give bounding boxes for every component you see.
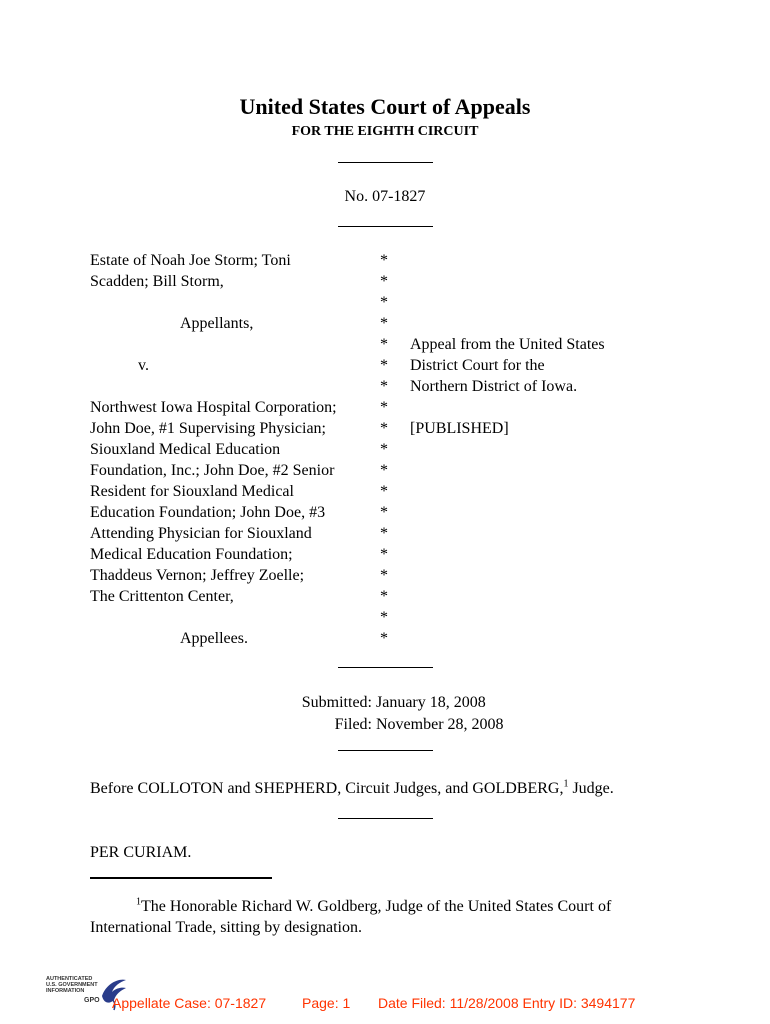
appellees-label: Appellees. [180, 630, 248, 647]
appeal-line: Appeal from the United States [410, 336, 605, 353]
caption-line: Attending Physician for Siouxland [90, 525, 312, 542]
star: * [380, 336, 388, 353]
separator-rule [338, 667, 433, 668]
footnote-line: $^1$The Honorable Richard W. Goldberg, Judge of the United States Court of [136, 896, 612, 915]
published-label: [PUBLISHED] [410, 420, 509, 437]
footnote-marker: 1 [136, 896, 141, 908]
star: * [380, 630, 388, 647]
panel-text-end: Judge. [568, 780, 614, 797]
footnote [90, 896, 690, 938]
separator-rule [338, 818, 433, 819]
filed-date: November 28, 2008 [376, 716, 504, 733]
caption-line [90, 376, 370, 397]
star: * [380, 483, 388, 500]
filed-line [220, 714, 620, 736]
case-number: No. 07-1827 [344, 188, 426, 205]
caption-line [90, 292, 370, 313]
separator-rule [338, 162, 433, 163]
appellants-label: Appellants, [180, 315, 254, 332]
star: * [380, 399, 388, 416]
footnote-rule [90, 877, 272, 879]
star: * [380, 357, 388, 374]
star: * [380, 504, 388, 521]
panel-line [90, 778, 710, 799]
caption-line: Thaddeus Vernon; Jeffrey Zoelle; [90, 567, 305, 584]
star: * [380, 378, 388, 395]
caption-line: Education Foundation; John Doe, #3 [90, 504, 326, 521]
star: * [380, 441, 388, 458]
gpo-mark: GPO [84, 997, 100, 1004]
footnote-ref: 1 [563, 778, 569, 790]
appeal-info [410, 334, 650, 439]
submitted-line [220, 692, 620, 714]
star: * [380, 420, 388, 437]
caption-line: The Crittenton Center, [90, 588, 234, 605]
star: * [380, 546, 388, 563]
party-caption [90, 250, 370, 649]
submitted-date: January 18, 2008 [376, 694, 486, 711]
caption-line: Northwest Iowa Hospital Corporation; [90, 399, 337, 416]
date-filed: Date Filed: 11/28/2008 Entry ID: 3494177 [378, 995, 636, 1011]
gpo-logo-text: AUTHENTICATED U.S. GOVERNMENT INFORMATION [46, 976, 98, 994]
star: * [380, 462, 388, 479]
separator-rule [338, 226, 433, 227]
caption-line: Scadden; Bill Storm, [90, 273, 224, 290]
star: * [380, 567, 388, 584]
versus-label: v. [138, 357, 149, 374]
caption-line: Estate of Noah Joe Storm; Toni [90, 252, 291, 269]
star: * [380, 273, 388, 290]
appeal-line [410, 397, 650, 418]
dates-block [220, 692, 620, 736]
star: * [380, 609, 388, 626]
separator-rule [338, 750, 433, 751]
star-column [380, 250, 392, 649]
appellate-case: Appellate Case: 07-1827 [112, 995, 267, 1011]
star: * [380, 525, 388, 542]
circuit-subtitle: FOR THE EIGHTH CIRCUIT [291, 124, 479, 139]
star: * [380, 315, 388, 332]
page-number: Page: 1 [302, 995, 351, 1011]
star: * [380, 294, 388, 311]
caption-line: Resident for Siouxland Medical [90, 483, 294, 500]
caption-line: John Doe, #1 Supervising Physician; [90, 420, 326, 437]
per-curiam: PER CURIAM. [90, 844, 192, 861]
caption-line [90, 334, 370, 355]
court-title: United States Court of Appeals [239, 94, 531, 119]
filed-label: Filed: [334, 716, 372, 733]
footnote-line: International Trade, sitting by designation. [90, 919, 362, 936]
star: * [380, 588, 388, 605]
panel-text: Before COLLOTON and SHEPHERD, Circuit Judges, and GOLDBERG, [90, 780, 564, 797]
caption-line: Foundation, Inc.; John Doe, #2 Senior [90, 462, 335, 479]
caption-line: Medical Education Foundation; [90, 546, 293, 563]
appeal-line: District Court for the [410, 357, 545, 374]
submitted-label: Submitted: [301, 694, 372, 711]
caption-line: Siouxland Medical Education [90, 441, 281, 458]
star: * [380, 252, 388, 269]
appeal-line: Northern District of Iowa. [410, 378, 578, 395]
caption-line [90, 607, 370, 628]
